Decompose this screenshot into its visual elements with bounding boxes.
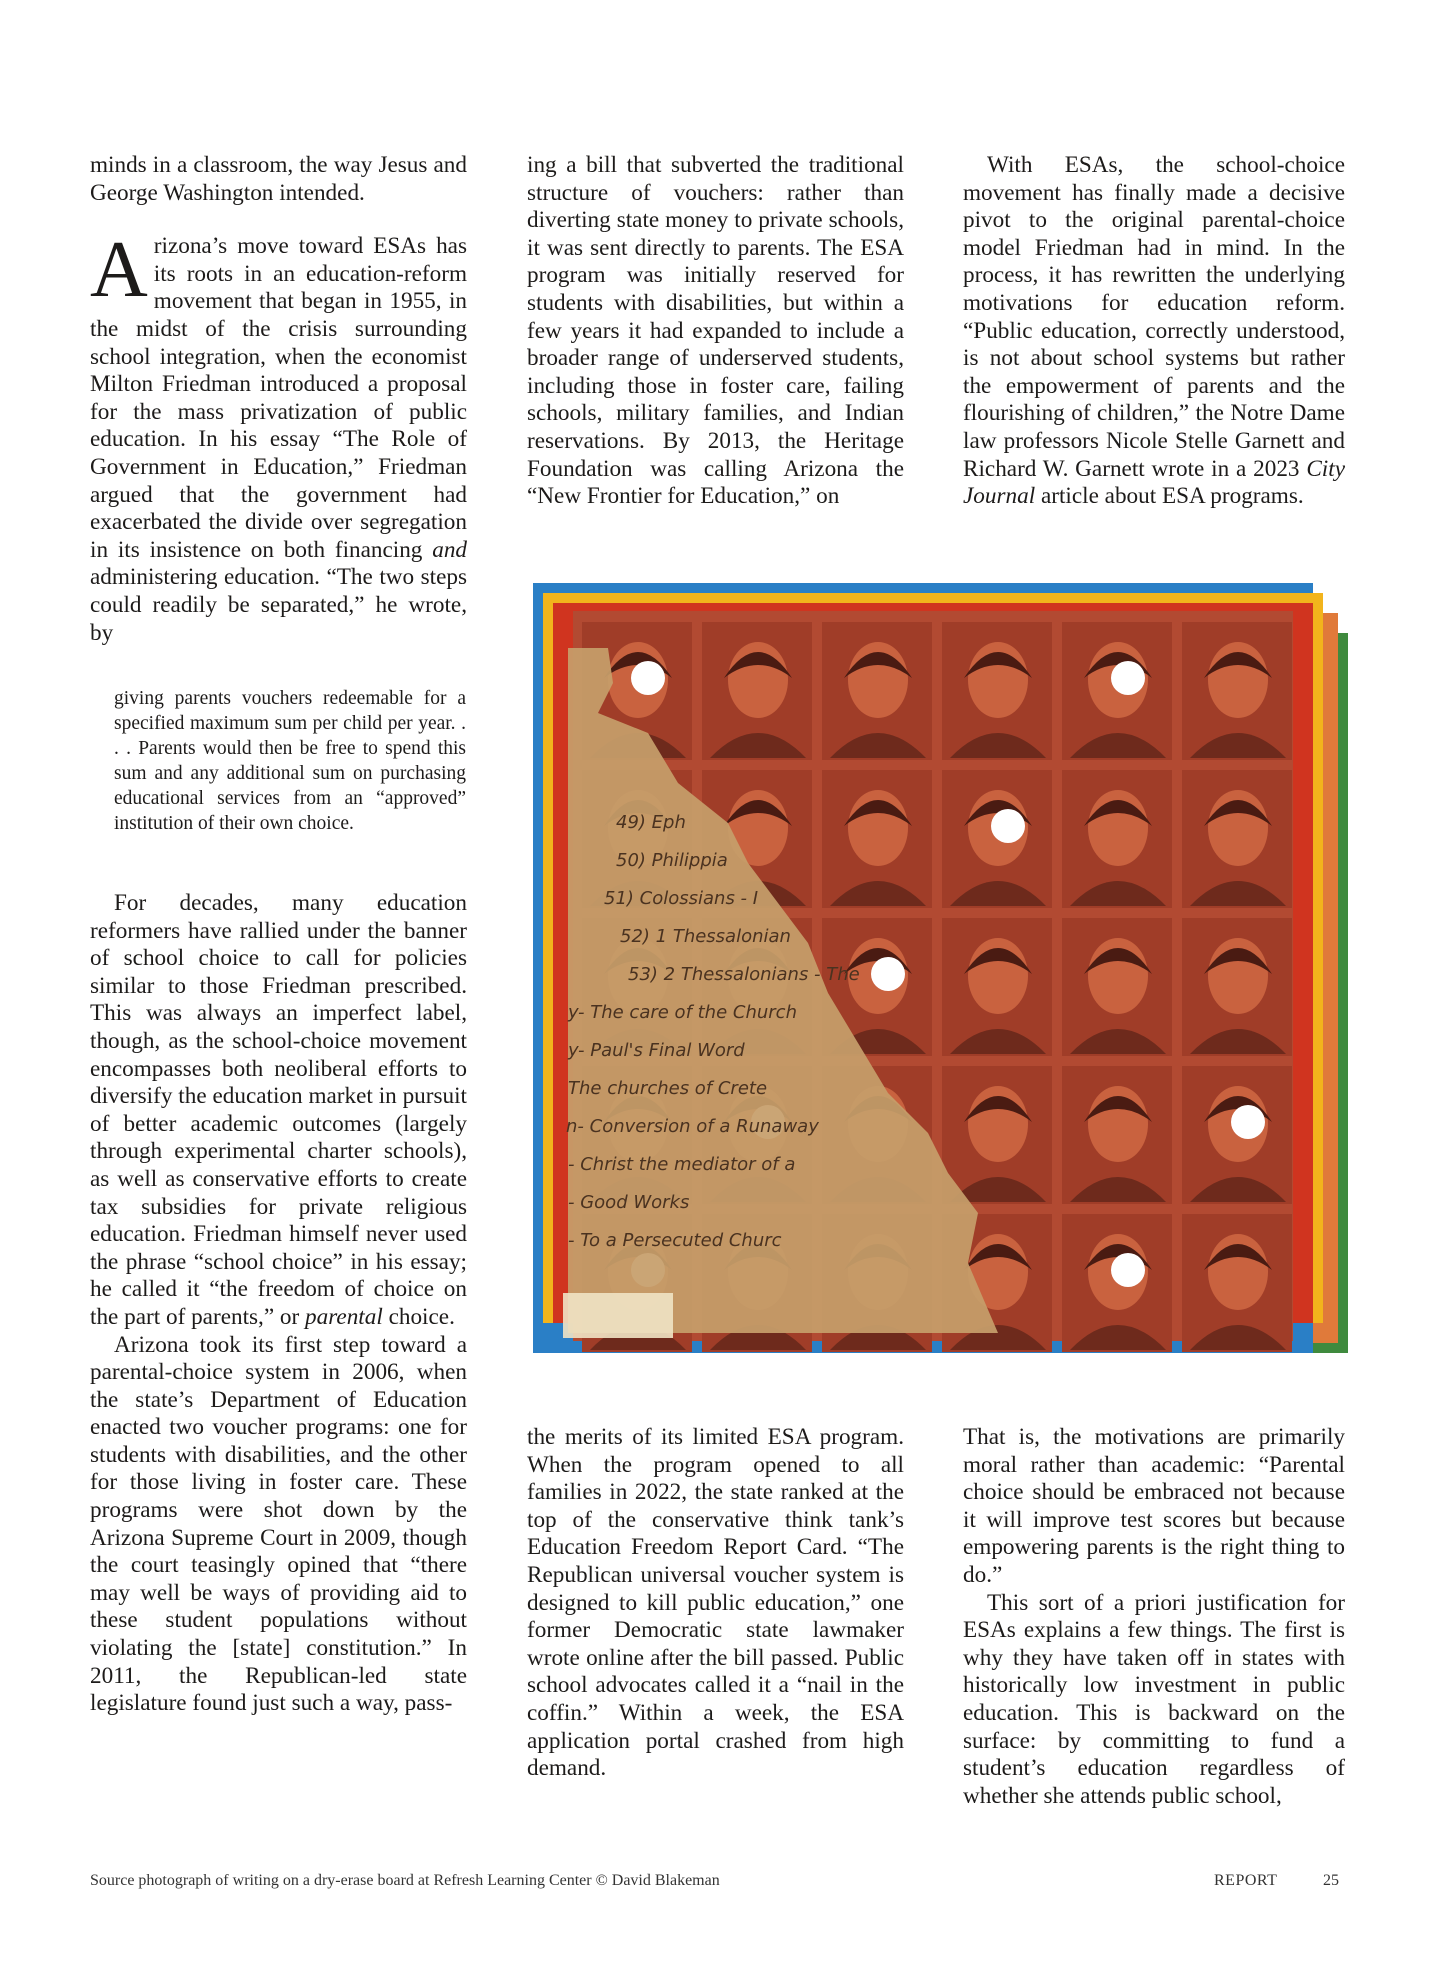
paragraph: Arizona took its first step toward a parental-choice system in 2006, when the state’s Department of Education enacted two voucher programs: one for students with disabilities, and the other for those living in foster care. These programs were shot down by the Arizona Supreme Court in 2009, though the court teasingly opined that “there may well be ways of providing aid to these student populations without violating the [state] constitution.” In 2011, the Republican-led state legislature found just such a way, pass-	[90, 1331, 467, 1717]
paragraph-text: rizona’s move toward ESAs has its roots in an education-reform movement that began in 1955, in the midst of the crisis surrounding school integration, when the economist Milton Friedman introduced a proposal for the mass privatization of public education. In his essay “The Role of Government in Education,” Friedman argued that the government had exacerbated the divide over segregation in its insistence on both financing	[90, 233, 467, 563]
section-label: REPORT	[1214, 1872, 1278, 1889]
block-quote	[114, 686, 466, 836]
paragraph-dropcap	[90, 226, 467, 647]
paragraph	[963, 152, 1345, 511]
note-line: 50) Philippia	[616, 850, 728, 871]
punched-hole	[1231, 1105, 1265, 1139]
paragraph	[90, 890, 467, 1332]
punched-hole	[631, 661, 665, 695]
paragraph: the merits of its limited ESA program. When the program opened to all families in 2022, the state ranked at the top of the conservative think tank’s Education Freedom Report Card. “The Republican universal voucher system is designed to kill public education,” one former Democratic state lawmaker wrote online after the bill passed. Public school advocates called it a “nail in the coffin.” Within a week, the ESA application portal crashed from high demand.	[527, 1424, 904, 1782]
drop-cap: A	[90, 226, 148, 315]
note-line: - Christ the mediator of a	[568, 1154, 796, 1175]
column-1-top	[90, 152, 467, 647]
note-line: - Good Works	[568, 1192, 690, 1213]
column-3-top	[963, 152, 1345, 511]
paragraph-text: With ESAs, the school-choice movement has finally made a decisive pivot to the original parental-choice model Friedman had in mind. In the process, it has rewritten the underlying motivations for education reform. “Public education, correctly understood, is not about school systems but rather the empowerment of parents and the flourishing of children,” the Notre Dame law professors Nicole Stelle Garnett and Richard W. Garnett wrote in a 2023	[963, 152, 1345, 482]
emphasis: parental	[305, 1303, 383, 1330]
column-2-bottom	[527, 1424, 904, 1783]
punched-hole	[1111, 1253, 1145, 1287]
note-line: n- Conversion of a Runaway	[566, 1116, 819, 1137]
emphasis: and	[432, 536, 467, 563]
column-2-top	[527, 152, 904, 511]
paragraph-text-end: article about ESA programs.	[1035, 483, 1304, 510]
emphasis: City Journal	[963, 455, 1345, 510]
page-number: 25	[1323, 1872, 1339, 1889]
paragraph-text-end: administering education. “The two steps could readily be separated,” he wrote, by	[90, 564, 467, 646]
note-line: 49) Eph	[616, 812, 686, 833]
punched-hole	[991, 809, 1025, 843]
photo-credit: Source photograph of writing on a dry-erase board at Refresh Learning Center © David Blakeman	[90, 1872, 720, 1889]
paragraph: That is, the motivations are primarily moral rather than academic: “Parental choice should be embraced not because it will improve test scores but because empowering parents is the right thing to do.”	[963, 1424, 1345, 1588]
punched-hole	[1111, 661, 1145, 695]
paragraph: ing a bill that subverted the traditional structure of vouchers: rather than diverting state money to private schools, it was sent directly to parents. The ESA program was initially reserved for students with disabilities, but within a few years it had expanded to include a broader range of underserved students, including those in foster care, failing schools, military families, and Indian reservations. By 2013, the Heritage Foundation was calling Arizona the “New Frontier for Education,” on	[527, 152, 904, 510]
paragraph-text: For decades, many education reformers have rallied under the banner of school choice to call for policies similar to those Friedman prescribed. This was always an imperfect label, though, as the school-choice movement encompasses both neoliberal efforts to diversify the education market in pursuit of better academic outcomes (largely through experimental charter schools), as well as conservative efforts to create tax subsidies for private religious education. Friedman himself never used the phrase “school choice” in his essay; he called it “the freedom of choice on the part of parents,” or	[90, 890, 467, 1330]
note-line: 51) Colossians - I	[604, 888, 759, 909]
column-1-bottom	[90, 890, 467, 1718]
paragraph: This sort of a priori justification for ESAs explains a few things. The first is why they have taken off in states with historically low investment in public education. This is backward on the surface: by committing to fund a student’s education regardless of whether she attends public school,	[963, 1589, 1345, 1809]
punched-hole	[871, 957, 905, 991]
note-line: The churches of Crete	[568, 1078, 768, 1099]
paragraph: minds in a classroom, the way Jesus and George Washington intended.	[90, 152, 467, 206]
note-line: 52) 1 Thessalonian	[620, 926, 791, 947]
column-3-bottom	[963, 1424, 1345, 1810]
note-line: - To a Persecuted Churc	[568, 1230, 782, 1251]
tape-strip	[563, 1293, 673, 1338]
quote-text: giving parents vouchers redeemable for a specified maximum sum per child per year. . . . Parents would then be free to spend this sum and any additional sum on purchasing educational services from an “approved” institution of their own choice.	[114, 688, 466, 834]
collage-artwork	[528, 573, 1348, 1363]
paragraph-text-end: choice.	[382, 1303, 455, 1330]
note-line: 53) 2 Thessalonians - The	[628, 964, 860, 985]
note-line: y- Paul's Final Word	[568, 1040, 745, 1061]
note-line: y- The care of the Church	[568, 1002, 797, 1023]
